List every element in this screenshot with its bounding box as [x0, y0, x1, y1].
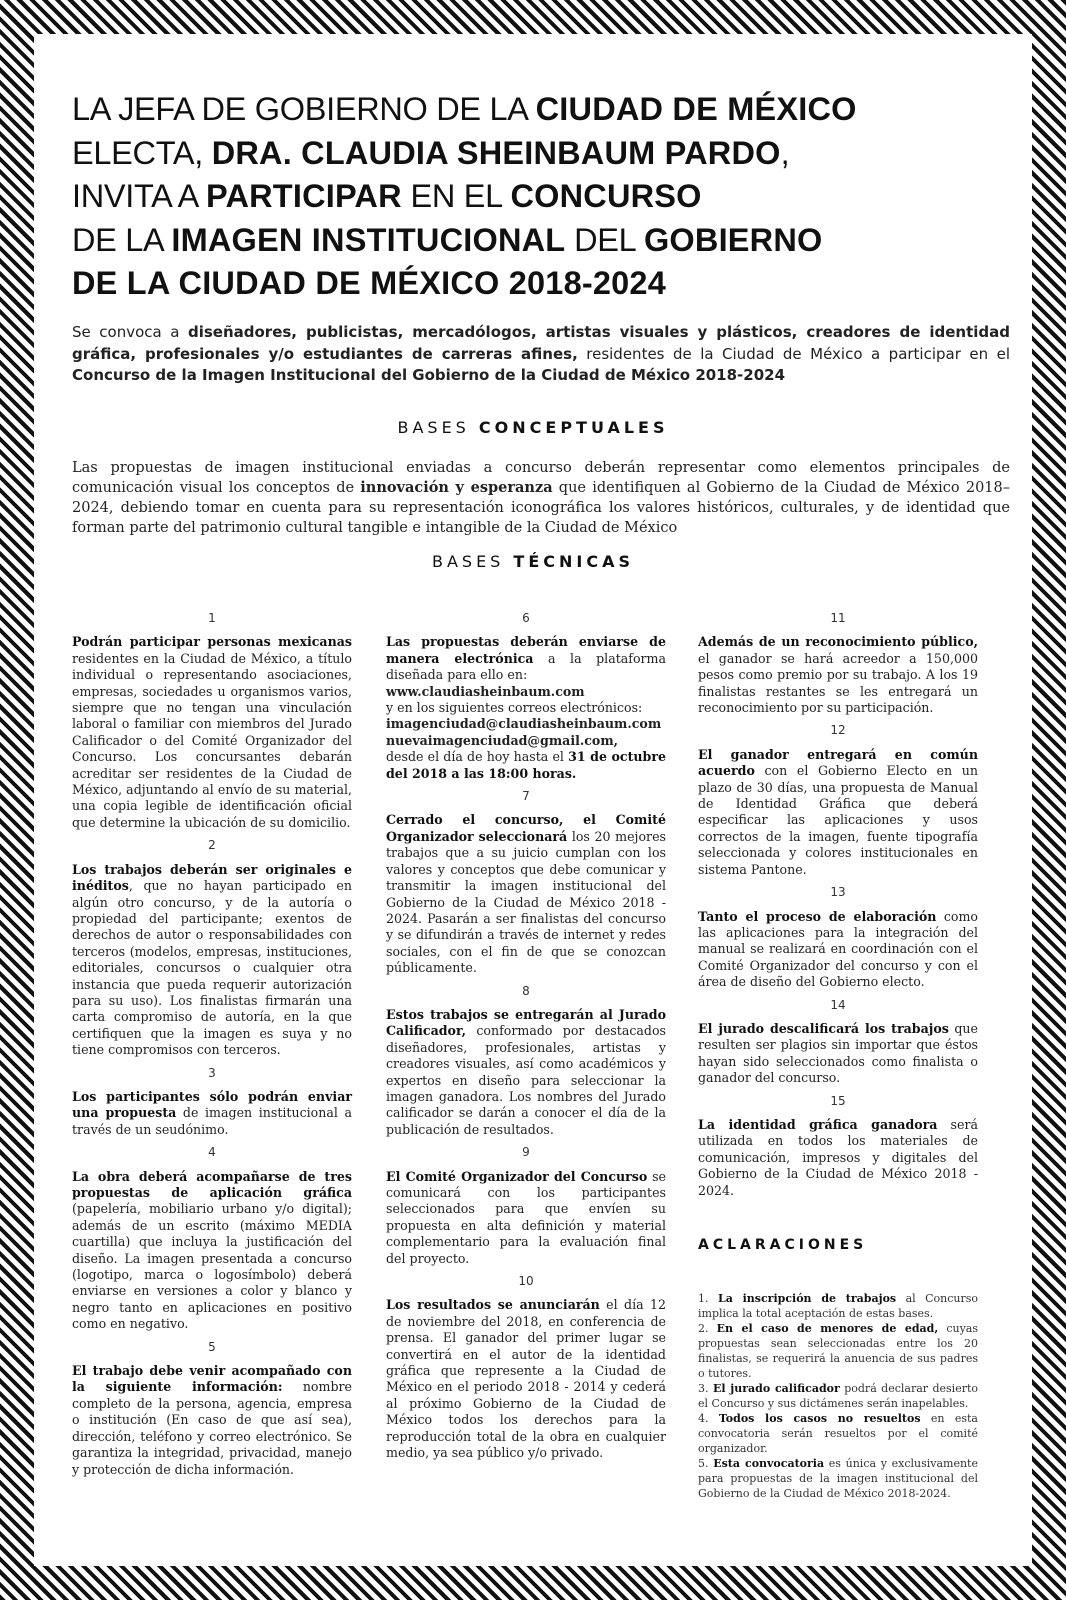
item-6-emails-intro: y en los siguientes correos electrónicos:	[386, 700, 643, 716]
item-number: 11	[830, 611, 846, 625]
column-3	[698, 604, 978, 1501]
note-2: 2. En el caso de menores de edad, cuyas propuestas sean seleccionadas entre los 20 finalistas, se requerirá la anuencia de sus padres o tutores.	[698, 1322, 978, 1381]
item-1: Podrán participar personas mexicanas residentes en la Ciudad de México, a título individual o representando asociaciones, empresas, sociedades u organismos varios, siempre que no tengan una vinculación laboral o familiar con miembros del Jurado Calificador o del Comité Organizador del Concurso. Los concursantes debarán acreditar ser residentes de la Ciudad de México, adjuntando al envío de su material, una copia legible de identificación oficial que determine la ubicación de su domicilio.	[72, 634, 352, 830]
item-number: 5	[208, 1339, 216, 1354]
item-number: 12	[830, 723, 846, 738]
headline-line-5: DE LA CIUDAD DE MÉXICO 2018-2024	[72, 265, 666, 301]
technical-section-title: BASES TÉCNICAS	[431, 552, 634, 571]
item-8: Estos trabajos se entregarán al Jurado Calificador, conformado por destacados diseñadores, profesionales, artistas y creadores visuales, así como académicos y expertos en diseño para seleccionar la imagen ganadora. Los nombres del Jurado calificador se darán a conocer el día de la publicación de resultados.	[386, 1006, 666, 1137]
email-link-2[interactable]: nuevaimagenciudad@gmail.com,	[386, 732, 619, 748]
item-14: El jurado descalificará los trabajos que resulten ser plagios sin importar que éstos hayan sido seleccionados como finalista o ganador del concurso.	[698, 1020, 978, 1086]
item-13: Tanto el proceso de elaboración como las aplicaciones para la integración del manual se realizará en coordinación con el Comité Organizador del concurso y con el área de diseño del Gobierno electo.	[698, 908, 978, 990]
item-10: Los resultados se anunciarán el día 12 de noviembre del 2018, en conferencia de prensa. El ganador del primer lugar se convertirá en el autor de la identidad gráfica que represente a la Ciudad de México en el periodo 2018 - 2014 y cederá al próximo Gobierno de la Ciudad de México todos los derechos para la reproducción total de la obra en cualquier medio, ya sea público y/o privado.	[386, 1297, 666, 1461]
headline	[72, 88, 972, 306]
item-number: 13	[830, 885, 846, 900]
item-number: 8	[522, 983, 530, 998]
note-5: 5. Esta convocatoria es única y exclusivamente para propuestas de la imagen institucional del Gobierno de la Ciudad de México 2018-2024.	[698, 1457, 978, 1501]
note-4: 4. Todos los casos no resueltos en esta convocatoria serán resueltos por el comité organizador.	[698, 1412, 978, 1456]
item-12: El ganador entregará en común acuerdo con el Gobierno Electo en un plazo de 30 días, una propuesta de Manual de Identidad Gráfica que deberá especificar las aplicaciones y usos correctos de la imagen, fuente tipografía seleccionada y colores institucionales en sistema Pantone.	[698, 746, 978, 877]
item-9: El Comité Organizador del Concurso se comunicará con los participantes seleccionados para que envíen su propuesta en alta definición y material complementario para la evaluación final del proyecto.	[386, 1168, 666, 1266]
item-number: 2	[208, 838, 216, 853]
item-6: Las propuestas deberán enviarse de manera electrónica a la plataforma diseñada para ello en:	[386, 634, 666, 683]
email-link-1[interactable]: imagenciudad@claudiasheinbaum.com	[386, 716, 662, 732]
aclaraciones-title: ACLARACIONES	[698, 1237, 868, 1253]
headline-line-2: ELECTA, DRA. CLAUDIA SHEINBAUM PARDO,	[72, 134, 790, 171]
headline-line-3: INVITA A PARTICIPAR EN EL CONCURSO	[72, 178, 702, 214]
conceptual-section-title: BASES CONCEPTUALES	[397, 418, 669, 437]
intro-paragraph: Se convoca a diseñadores, publicistas, mercadólogos, artistas visuales y plásticos, creadores de identidad gráfica, profesionales y/o estudiantes de carreras afines, residentes de la Ciudad de México a participar en el Concurso de la Imagen Institucional del Gobierno de la Ciudad de México 2018-2024	[72, 323, 1010, 384]
item-3: Los participantes sólo podrán enviar una propuesta de imagen institucional a través de un seudónimo.	[72, 1088, 352, 1137]
headline-line-4: DE LA IMAGEN INSTITUCIONAL DEL GOBIERNO	[72, 221, 823, 258]
item-number: 9	[522, 1145, 530, 1160]
item-number: 3	[208, 1065, 216, 1080]
item-6-deadline: desde el día de hoy hasta el 31 de octubre del 2018 a las 18:00 horas.	[386, 749, 666, 781]
conceptual-paragraph: Las propuestas de imagen institucional enviadas a concurso deberán representar como elementos principales de comunicación visual los conceptos de innovación y esperanza que identifiquen al Gobierno de la Ciudad de México 2018–2024, debiendo tomar en cuenta para su representación iconográfica los valores históricos, culturales, y de identidad que forman parte del patrimonio cultural tangible e intangible de la Ciudad de México	[72, 460, 1010, 536]
note-1: 1. La inscripción de trabajos al Concurso implica la total aceptación de estas bases.	[698, 1292, 978, 1321]
item-5: El trabajo debe venir acompañado con la siguiente información: nombre completo de la persona, agencia, empresa o institución (En caso de que así sea), dirección, teléfono y correo electrónico. Se garantiza la integridad, privacidad, manejo y protección de dicha información.	[72, 1363, 352, 1477]
item-number: 1	[208, 611, 216, 625]
website-link[interactable]: www.claudiasheinbaum.com	[386, 683, 585, 699]
item-number: 6	[522, 611, 530, 625]
column-2	[386, 604, 666, 1462]
item-15: La identidad gráfica ganadora será utilizada en todos los materiales de comunicación, impresos y digitales del Gobierno de la Ciudad de México 2018 - 2024.	[698, 1116, 978, 1198]
content-panel	[34, 34, 1032, 1566]
note-3: 3. El jurado calificador podrá declarar desierto el Concurso y sus dictámenes serán inapelables.	[698, 1382, 979, 1411]
item-4: La obra deberá acompañarse de tres propuestas de aplicación gráfica (papelería, mobiliario urbano y/o digital); además de un escrito (máximo MEDIA cuartilla) que incluya la justificación del diseño. La imagen presentada a concurso (logotipo, marca o logosímbolo) deberá enviarse en versiones a color y blanco y negro tanto en aplicaciones en positivo como en negativo.	[72, 1168, 352, 1332]
item-number: 10	[518, 1274, 534, 1289]
item-11: Además de un reconocimiento público, el ganador se hará acreedor a 150,000 pesos como premio por su trabajo. A los 19 finalistas restantes se les entregará un reconocimiento por su participación.	[698, 634, 978, 716]
headline-line-1: LA JEFA DE GOBIERNO DE LA CIUDAD DE MÉXICO	[72, 91, 857, 127]
item-2: Los trabajos deberán ser originales e inéditos, que no hayan participado en algún otro concurso, y de la autoría o propiedad del participante; exentos de derechos de autor o responsabilidades con terceros (modelos, empresas, instituciones, editoriales, concursos o cualquier otra instancia que pueda requerir autorización para su uso). Los finalistas firmarán una carta compromiso de autoría, en la que certifiquen que la imagen es suya y no tiene compromisos con terceros.	[72, 861, 352, 1058]
item-7: Cerrado el concurso, el Comité Organizador seleccionará los 20 mejores trabajos que a su juicio cumplan con los valores y conceptos que debe comunicar y transmitir la imagen institucional del Gobierno de la Ciudad de México 2018 - 2024. Pasarán a ser finalistas del concurso y se difundirán a través de internet y redes sociales, con el fin de que se conozcan públicamente.	[386, 812, 666, 976]
item-number: 7	[522, 789, 530, 804]
item-number: 15	[830, 1093, 846, 1108]
item-number: 14	[830, 997, 846, 1012]
item-number: 4	[208, 1145, 216, 1160]
column-1	[72, 604, 352, 1478]
